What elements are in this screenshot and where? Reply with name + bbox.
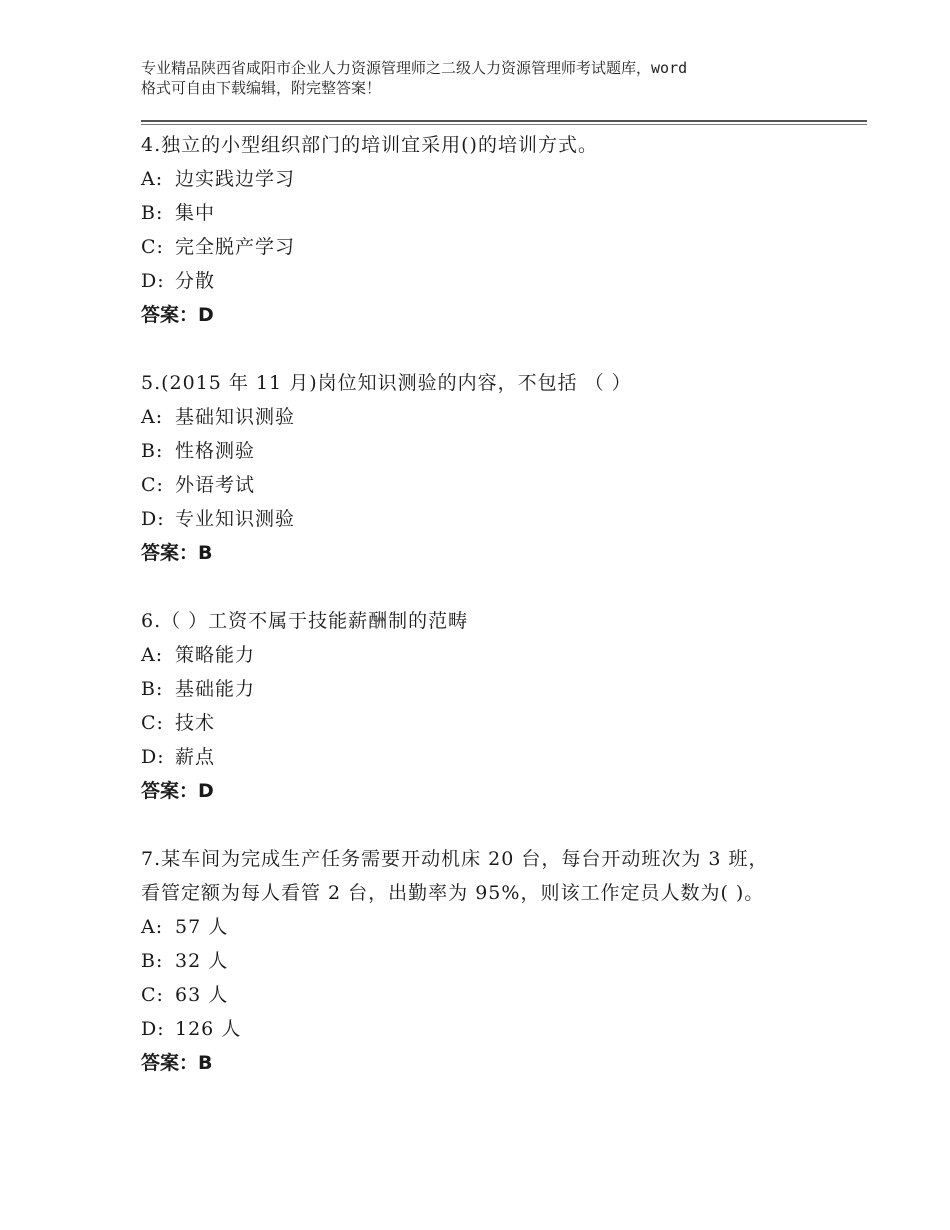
option-key: C:: [141, 984, 164, 1006]
question-4: [141, 128, 867, 332]
header-title-line-2: 格式可自由下载编辑，附完整答案！: [141, 79, 382, 97]
option-key: B:: [141, 440, 164, 462]
question-stem: 5.(2015 年 11 月)岗位知识测验的内容，不包括 （ ）: [141, 372, 632, 394]
answer-label: 答案：B: [141, 542, 213, 564]
option-a: [141, 400, 867, 434]
option-key: C:: [141, 474, 164, 496]
option-text: 32 人: [175, 950, 229, 972]
answer-label: 答案：B: [141, 1052, 213, 1074]
option-text: 完全脱产学习: [175, 236, 296, 258]
option-key: A:: [141, 168, 164, 190]
option-text: 分散: [175, 270, 216, 292]
option-text: 63 人: [175, 984, 229, 1006]
option-key: D:: [141, 270, 165, 292]
option-key: A:: [141, 406, 164, 428]
option-key: C:: [141, 236, 164, 258]
option-b: [141, 672, 867, 706]
option-text: 基础能力: [175, 678, 256, 700]
option-c: [141, 706, 867, 740]
option-c: [141, 230, 867, 264]
option-text: 外语考试: [175, 474, 256, 496]
question-stem: 6.（ ）工资不属于技能薪酬制的范畴: [141, 610, 469, 632]
question-stem: 4.独立的小型组织部门的培训宜采用()的培训方式。: [141, 134, 598, 156]
question-6: [141, 604, 867, 808]
option-key: D:: [141, 508, 165, 530]
question-7: [141, 842, 867, 1080]
header-divider-thick: [141, 120, 867, 122]
header-divider-thin: [141, 124, 867, 125]
option-d: [141, 1012, 867, 1046]
option-d: [141, 740, 867, 774]
question-5: [141, 366, 867, 570]
option-key: A:: [141, 916, 164, 938]
option-b: [141, 196, 867, 230]
question-stem-line-1: 7.某车间为完成生产任务需要开动机床 20 台，每台开动班次为 3 班，: [141, 848, 769, 870]
header-title-line-1: 专业精品陕西省咸阳市企业人力资源管理师之二级人力资源管理师考试题库，word: [141, 59, 688, 77]
option-d: [141, 264, 867, 298]
option-a: [141, 638, 867, 672]
option-c: [141, 468, 867, 502]
option-text: 126 人: [175, 1018, 242, 1040]
option-d: [141, 502, 867, 536]
option-text: 薪点: [175, 746, 216, 768]
option-text: 技术: [175, 712, 216, 734]
option-text: 性格测验: [175, 440, 256, 462]
option-a: [141, 162, 867, 196]
option-text: 基础知识测验: [175, 406, 296, 428]
option-b: [141, 434, 867, 468]
option-key: C:: [141, 712, 164, 734]
option-c: [141, 978, 867, 1012]
option-text: 策略能力: [175, 644, 256, 666]
option-key: B:: [141, 950, 164, 972]
option-text: 集中: [175, 202, 216, 224]
option-key: D:: [141, 1018, 165, 1040]
option-b: [141, 944, 867, 978]
question-list: [141, 128, 867, 1114]
question-stem-line-2: 看管定额为每人看管 2 台，出勤率为 95%，则该工作定员人数为( )。: [141, 882, 765, 904]
option-key: D:: [141, 746, 165, 768]
option-a: [141, 910, 867, 944]
option-key: A:: [141, 644, 164, 666]
option-text: 57 人: [175, 916, 229, 938]
answer-label: 答案：D: [141, 780, 214, 802]
answer-label: 答案：D: [141, 304, 214, 326]
option-text: 边实践边学习: [175, 168, 296, 190]
option-text: 专业知识测验: [175, 508, 296, 530]
document-header: [141, 58, 831, 98]
option-key: B:: [141, 202, 164, 224]
option-key: B:: [141, 678, 164, 700]
